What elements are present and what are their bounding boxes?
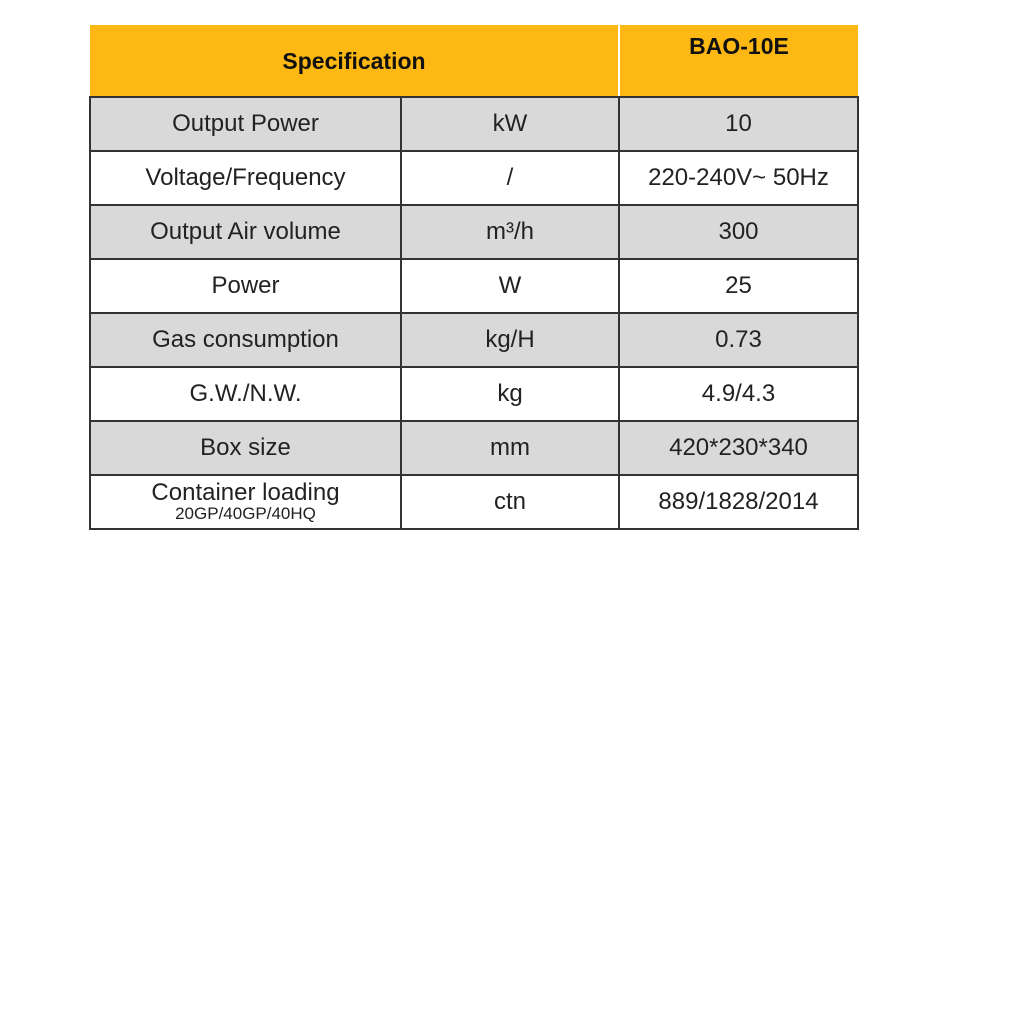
row-value: 4.9/4.3 <box>619 367 858 421</box>
row-name: Power <box>90 259 401 313</box>
row-name: Output Power <box>90 97 401 151</box>
row-value: 0.73 <box>619 313 858 367</box>
row-name: G.W./N.W. <box>90 367 401 421</box>
row-value: 10 <box>619 97 858 151</box>
row-value: 300 <box>619 205 858 259</box>
table-row <box>90 97 858 151</box>
row-name: Output Air volume <box>90 205 401 259</box>
row-name: Container loading <box>151 479 340 506</box>
specification-header: Specification <box>90 25 619 97</box>
row-unit: mm <box>401 421 619 475</box>
row-unit: kW <box>401 97 619 151</box>
row-unit: / <box>401 151 619 205</box>
row-unit: kg/H <box>401 313 619 367</box>
row-name-container <box>90 475 401 529</box>
row-sub-name: 20GP/40GP/40HQ <box>175 504 316 523</box>
row-unit: m³/h <box>401 205 619 259</box>
row-name: Voltage/Frequency <box>90 151 401 205</box>
row-value: 25 <box>619 259 858 313</box>
row-unit: ctn <box>401 475 619 529</box>
row-unit: kg <box>401 367 619 421</box>
table-row <box>90 475 858 529</box>
row-value: 220-240V~ 50Hz <box>619 151 858 205</box>
table-header-row <box>90 25 858 97</box>
model-header: BAO-10E <box>619 25 858 97</box>
table-row <box>90 205 858 259</box>
row-value: 420*230*340 <box>619 421 858 475</box>
table-row <box>90 421 858 475</box>
table-row <box>90 151 858 205</box>
row-unit: W <box>401 259 619 313</box>
row-name: Gas consumption <box>90 313 401 367</box>
row-name: Box size <box>90 421 401 475</box>
table-row <box>90 259 858 313</box>
row-value: 889/1828/2014 <box>619 475 858 529</box>
table-row <box>90 367 858 421</box>
table-row <box>90 313 858 367</box>
specification-table <box>89 25 859 530</box>
